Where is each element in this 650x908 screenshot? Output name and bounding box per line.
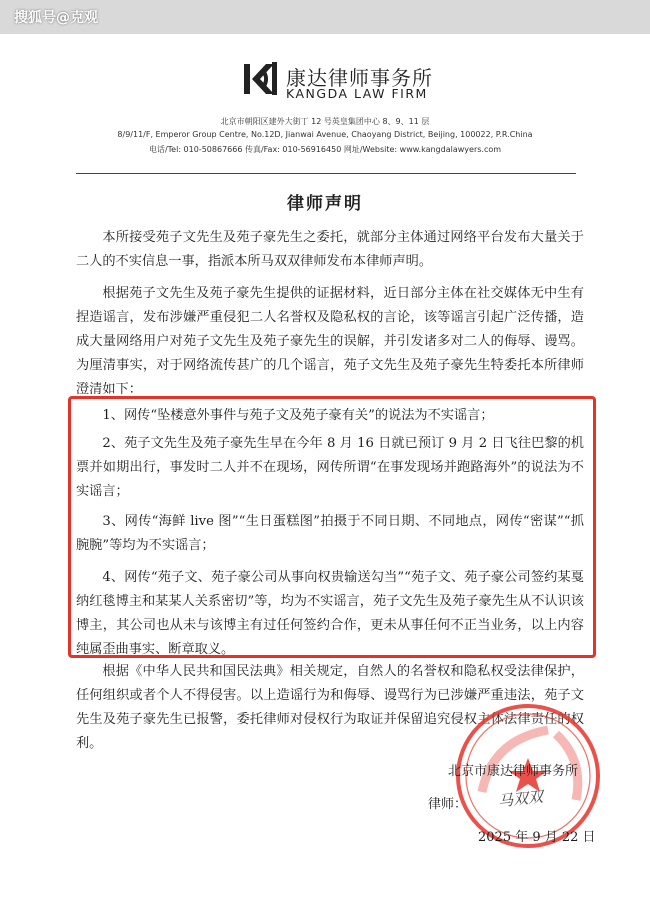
header-divider — [76, 173, 576, 174]
signature-date: 2025 年 9 月 22 日 — [478, 830, 596, 845]
watermark: 搜狐号@克观 — [14, 10, 98, 26]
address-en: 8/9/11/F, Emperor Group Centre, No.12D, Jianwai Avenue, Chaoyang District, Beijing, 100022, P.R.China — [117, 130, 533, 139]
firm-name-en: KANGDA LAW FIRM — [286, 86, 428, 101]
signature-lawyer-label: 律师： — [428, 797, 468, 812]
handwritten-signature: 马双双 — [497, 787, 544, 811]
paragraph-intro: 本所接受苑子文先生及苑子豪先生之委托，就部分主体通过网络平台发布大量关于二人的不实信息一事，指派本所马双双律师发布本律师声明。 — [76, 230, 584, 269]
firm-name-cn: 康达律师事务所 — [286, 66, 433, 90]
kangda-logo-icon — [242, 60, 280, 98]
signature-firm: 北京市康达律师事务所 — [448, 764, 579, 779]
paragraph-background: 根据苑子文先生及苑子豪先生提供的证据材料，近日部分主体在社交媒体无中生有捏造谣言，发布涉嫌严重侵犯二人名誉权及隐私权的言论，该等谣言引起广泛传播，造成大量网络用户对苑子文先生及苑子豪先生的误解，并引发诸多对二人的侮辱、谩骂。为厘清事实，对于网络流传甚广的几个谣言，苑子文先生及苑子豪先生特委托本所律师澄清如下： — [76, 286, 584, 397]
document-title: 律师声明 — [287, 194, 363, 214]
clarification-item-1: 1、网传“坠楼意外事件与苑子文及苑子豪有关”的说法为不实谣言； — [102, 408, 494, 423]
clarification-item-3: 3、网传“海鲜 live 图”“生日蛋糕图”拍摄于不同日期、不同地点，网传“密谋”“抓腕腕”等均为不实谣言； — [76, 514, 584, 553]
contact-line: 电话/Tel: 010-50867666 传真/Fax: 010-56916450 网址/Website: www.kangdalawyers.com — [148, 145, 502, 154]
clarification-item-2: 2、苑子文先生及苑子豪先生早在今年 8 月 16 日就已预订 9 月 2 日飞往巴黎的机票并如期出行，事发时二人并不在现场，网传所谓“在事发现场并跑路海外”的说法为不实谣言； — [76, 436, 584, 499]
top-bar — [0, 0, 650, 34]
paragraph-legal-basis: 根据《中华人民共和国民法典》相关规定，自然人的名誉权和隐私权受法律保护，任何组织或者个人不得侵害。以上造谣行为和侮辱、谩骂行为已涉嫌严重违法，苑子文先生及苑子豪先生已报警，委托律师对侵权行为取证并保留追究侵权主体法律责任的权利。 — [76, 664, 584, 751]
clarification-item-4: 4、网传“苑子文、苑子豪公司从事向权贵输送勾当”“苑子文、苑子豪公司签约某戛纳红毯博主和某某人关系密切”等，均为不实谣言，苑子文先生及苑子豪先生从不认识该博主，其公司也从未与该博主有过任何签约合作，更未从事任何不正当业务，以上内容纯属歪曲事实、断章取义。 — [76, 570, 584, 657]
address-cn: 北京市朝阳区建外大街丁 12 号英皇集团中心 8、9、11 层 — [220, 117, 430, 126]
